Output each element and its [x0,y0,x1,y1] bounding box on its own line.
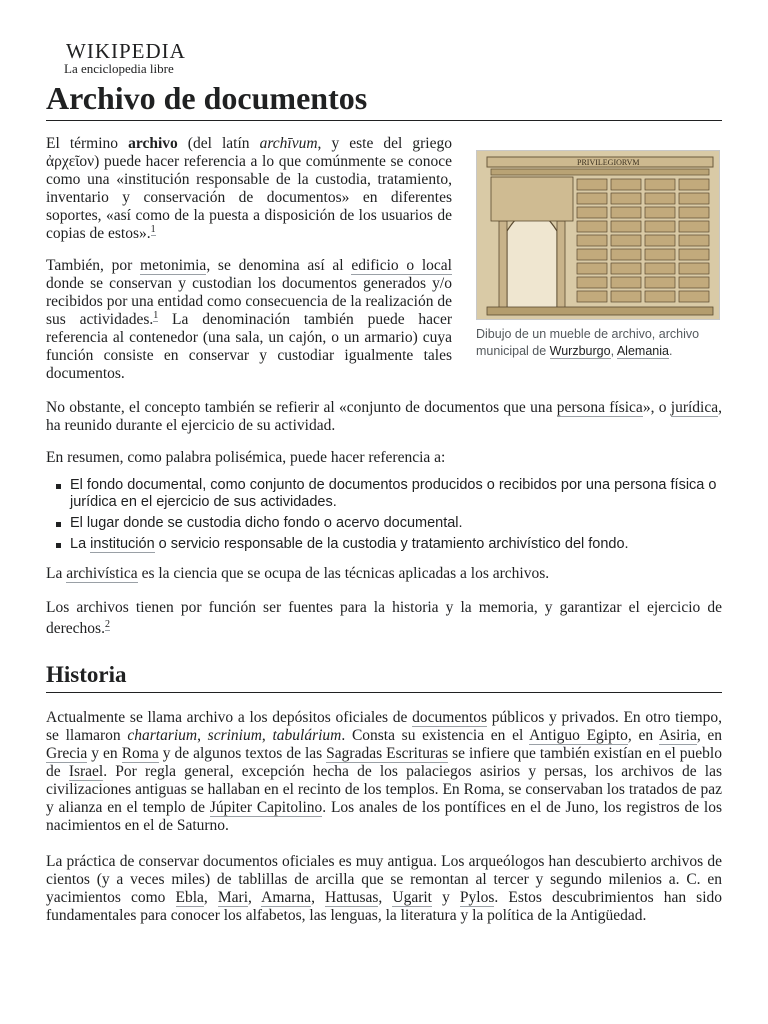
bullet-icon [56,522,61,527]
text: y de algunos textos de las [158,745,327,762]
bullet-icon [56,543,61,548]
text: y en [87,745,122,762]
paragraph-metonimia [46,257,452,383]
drawer-shape [645,179,675,190]
list-item [46,477,722,511]
drawer-shape [679,221,709,232]
drawer-shape [645,207,675,218]
text: La práctica de conservar documentos oficiales es muy antigua. Los arqueólogos han descubierto archivos de cientos (y a veces miles) de tablillas de arcilla que se remontan al tercer y segundo milenios a. C. en yacimientos como [46,853,722,906]
link-sagradas-escrituras[interactable]: Sagradas Escrituras [326,745,449,762]
link-archivistica[interactable]: archivística [66,565,138,582]
drawer-shape [611,179,641,190]
logo-tagline: La enciclopedia libre [64,61,174,76]
text: No obstante, el concepto también se refierir al «conjunto de documentos que una [46,399,557,416]
link-edificio[interactable]: edificio o local [351,257,452,274]
drawer-shape [679,263,709,274]
article [46,40,722,925]
italic-term: scrinium [207,727,262,744]
logo-wordmark: WIKIPEDIA [66,39,186,63]
drawer-shape [679,277,709,288]
text: », o [642,399,671,416]
drawer-shape [577,235,607,246]
link-alemania[interactable]: Alemania [616,344,669,358]
text: , ha reunido durante el ejercicio de su actividad. [46,399,722,434]
paragraph-resumen: En resumen, como palabra polisémica, puede hacer referencia a: [46,449,446,466]
italic-term: chartarium [127,727,198,744]
drawer-shape [679,207,709,218]
drawer-shape [645,235,675,246]
bullet-icon [56,484,61,489]
text: . Estos descubrimientos han sido fundamentales para conocer los alfabetos, las lenguas, la literatura y la política de la Antigüedad. [46,889,723,924]
text: es la ciencia que se ocupa de las técnicas aplicadas a los archivos. [137,565,550,582]
drawer-shape [679,249,709,260]
text: públicos y privados. En otro tiempo, se llamaron [46,709,722,744]
link-jupiter-capitolino[interactable]: Júpiter Capitolino [209,799,323,816]
list-item-text: La [70,536,91,552]
caption-end: . [668,344,673,358]
text: La denominación también puede hacer referencia al contenedor (una sala, un cajón, o un armario) cuya función consiste en conservar y custodiar igualmente tales documentos. [46,311,452,382]
drawer-shape [679,291,709,302]
link-persona-fisica[interactable]: persona física [556,399,643,416]
text: , en [696,727,723,744]
text: , se denomina así al [206,257,352,274]
paragraph-conjunto [46,399,722,435]
text: , [197,727,208,744]
drawer-shape [645,291,675,302]
list-item-text: El fondo documental, como conjunto de documentos producidos o recibidos por una persona física o jurídica en el ejercicio de sus actividades. [70,477,717,510]
drawer-shape [611,249,641,260]
link-metonimia[interactable]: metonimia [140,257,207,274]
text: . Los anales de los pontífices en el de Juno, los registros de los nacimientos en el de Saturno. [46,799,722,834]
text: El término [46,135,129,152]
link-ugarit[interactable]: Ugarit [392,889,432,906]
section-heading-historia: Historia [46,661,722,693]
link-mari[interactable]: Mari [217,889,249,906]
text: y [432,889,460,906]
list-item-text: o servicio responsable de la custodia y tratamiento archivístico del fondo. [154,536,629,552]
intro-section [46,135,722,383]
link-pylos[interactable]: Pylos [459,889,495,906]
text: , [261,727,273,744]
link-amarna[interactable]: Amarna [261,889,312,906]
drawer-shape [577,277,607,288]
paragraph-historia-1 [46,709,722,835]
text: se infiere que también existían en el pueblo de [46,745,722,780]
drawer-shape [611,207,641,218]
paragraph-funcion [46,597,722,639]
link-asiria[interactable]: Asiria [658,727,697,744]
drawer-shape [611,221,641,232]
drawer-shape [577,193,607,204]
cabinet-drawing [477,151,719,319]
drawer-shape [645,263,675,274]
paragraph-definition [46,135,452,243]
drawer-shape [645,277,675,288]
page-title: Archivo de documentos [46,80,722,121]
text: Los archivos tienen por función ser fuentes para la historia y la memoria, y garantizar el ejercicio de derechos. [46,599,722,637]
drawer-shape [577,249,607,260]
link-hattusas[interactable]: Hattusas [325,889,379,906]
image-label: PRIVILEGIORVM [577,158,640,167]
drawer-shape [611,263,641,274]
drawer-shape [611,277,641,288]
text: . Consta su existencia en el [341,727,530,744]
text: Actualmente se llama archivo a los depósitos oficiales de [46,709,413,726]
drawer-shape [679,235,709,246]
link-roma[interactable]: Roma [121,745,159,762]
intro-text [46,135,452,383]
reference-link[interactable]: 2 [104,618,110,630]
list-item [46,536,722,553]
paragraph-archivistica [46,565,722,583]
drawer-shape [577,179,607,190]
text: , [203,889,218,906]
reference-link[interactable]: 1 [150,223,156,235]
drawer-shape [577,207,607,218]
drawer-shape [577,291,607,302]
meanings-list [46,477,722,553]
text: También, por [46,257,141,274]
drawer-shape [577,221,607,232]
drawer-shape [611,193,641,204]
link-grecia[interactable]: Grecia [46,745,88,762]
text: , en [627,727,659,744]
bold-term: archivo [128,135,178,152]
archive-cabinet-image[interactable] [476,150,720,320]
thumbnail-figure [476,150,722,360]
drawer-shape [611,235,641,246]
text: donde se conservan y custodian los documentos generados y/o recibidos por una entidad como consecuencia de la realización de sus actividades. [46,275,452,328]
list-item-text: El lugar donde se custodia dicho fondo o acervo documental. [70,515,463,531]
text: . Por regla general, excepción hecha de los palaciegos asirios y persas, los archivos de las civilizaciones antiguas se hallaban en el recinto de los templos. En Roma, se conservaban los tratados de paz y alianza en el templo de [46,763,722,816]
drawer-shape [577,263,607,274]
list-item [46,515,722,532]
paragraph-historia-2 [46,853,722,925]
drawer-shape [645,249,675,260]
drawer-shape [645,221,675,232]
caption-comma: , [610,344,617,358]
text: (del latín [177,135,260,152]
drawer-shape [679,179,709,190]
text: , [378,889,393,906]
drawer-shape [611,291,641,302]
link-israel[interactable]: Israel [68,763,104,780]
link-antiguo-egipto[interactable]: Antiguo Egipto [529,727,628,744]
link-ebla[interactable]: Ebla [175,889,204,906]
drawer-shape [679,193,709,204]
link-wurzburgo[interactable]: Wurzburgo [549,344,611,358]
text: La [46,565,67,582]
link-juridica[interactable]: jurídica [670,399,719,416]
drawer-shape [645,193,675,204]
wikipedia-logo[interactable] [46,40,722,76]
link-documentos[interactable]: documentos [412,709,488,726]
caption-text: Dibujo de un mueble de archivo, archivo municipal de [476,327,700,358]
link-institucion[interactable]: institución [90,536,155,552]
reference-link[interactable]: 1 [153,309,159,321]
text: , [311,889,326,906]
italic-term: tabulárium [272,727,342,744]
text: , y este del griego ἀρχεῖον) puede hacer referencia a lo que comúnmente se conoce como una «institución responsable de la custodia, tratamiento, inventario y conservación de documentos» en diferentes soportes, «así como de la puesta a disposición de los usuarios de copias de estos». [46,135,452,242]
figure-caption [476,326,722,360]
italic-term: archīvum [259,135,318,152]
text: , [248,889,262,906]
